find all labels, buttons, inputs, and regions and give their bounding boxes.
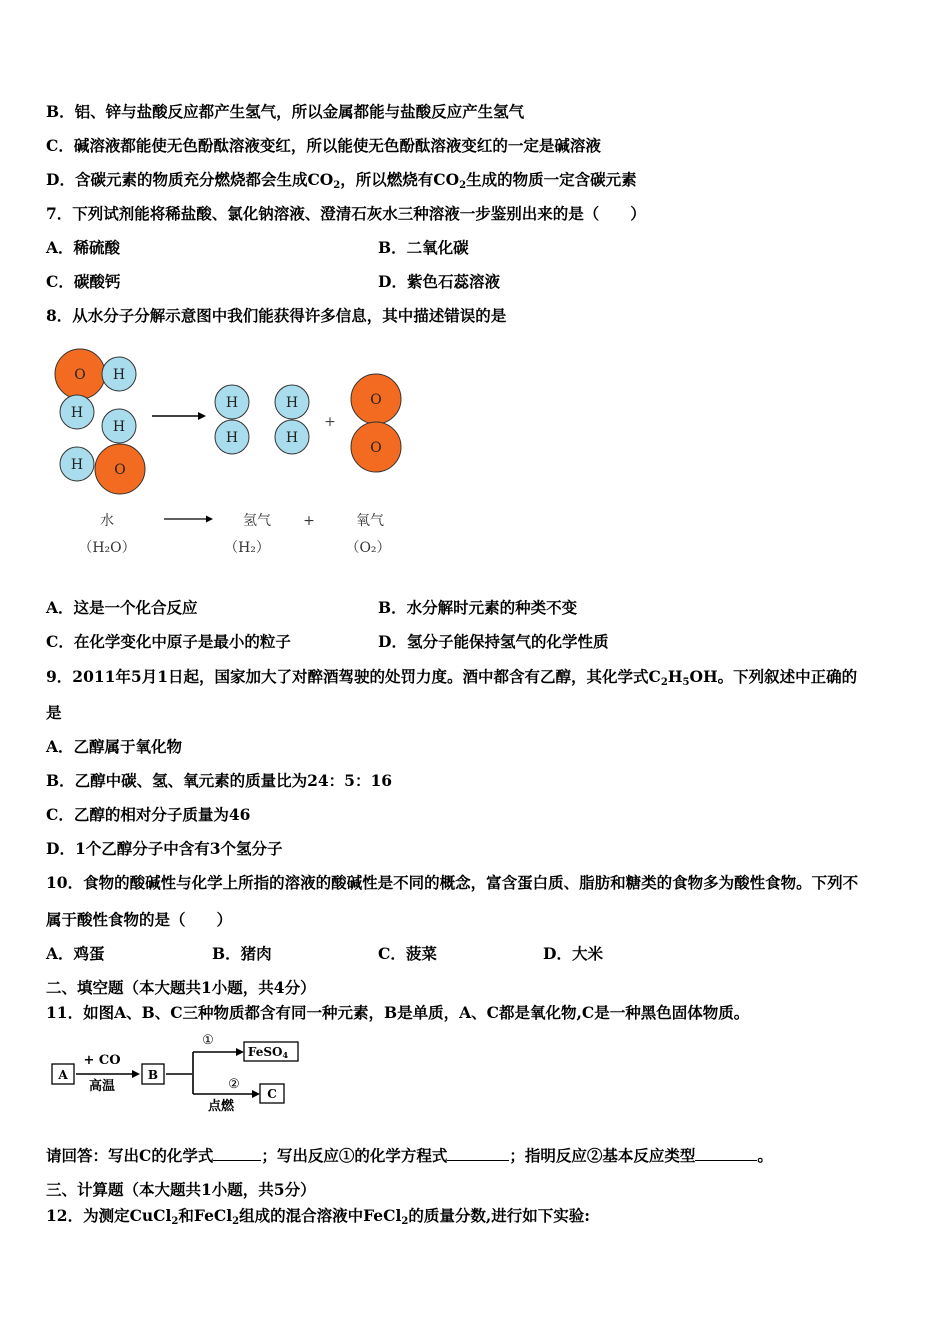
q9-option-c: C．乙醇的相对分子质量为46 [46, 805, 251, 824]
q9-option-b: B．乙醇中碳、氢、氧元素的质量比为24：5：16 [46, 771, 393, 790]
hydrogen-label: 氢气 [243, 513, 271, 529]
atom-label: H [112, 367, 126, 383]
label-ignite: 点燃 [207, 1099, 235, 1114]
q11-answer-1: 请回答：写出C的化学式 [46, 1146, 214, 1165]
plus-sign: + [324, 414, 336, 430]
fecl2-formula: FeCl [193, 1206, 233, 1225]
q9-stem-post: 。下列叙述中正确的 [717, 667, 858, 686]
feso4-text: FeSO [247, 1045, 283, 1059]
q9-option-a: A．乙醇属于氧化物 [46, 737, 183, 756]
formula-sub: 5 [682, 677, 690, 688]
q9-stem [46, 667, 857, 693]
section-2-heading: 二、填空题（本大题共1小题，共4分） [46, 978, 316, 997]
atom-label: H [112, 419, 126, 435]
q6-option-d [46, 170, 637, 196]
atom-label: H [285, 395, 299, 411]
q9-stem-pre: 9．2011年5月1日起，国家加大了对醉酒驾驶的处罚力度。酒中都含有乙醇，其化学式 [46, 667, 649, 686]
label-reaction-1: ① [202, 1033, 214, 1048]
plus-sign: + [303, 513, 315, 529]
q11-answer-2: ；写出反应①的化学方程式 [261, 1146, 448, 1165]
q12-mid2: 组成的混合溶液中 [239, 1206, 364, 1225]
q9-option-d: D．1个乙醇分子中含有3个氢分子 [46, 839, 283, 858]
q7-option-d: D．紫色石蕊溶液 [378, 272, 500, 291]
q8-option-b: B．水分解时元素的种类不变 [378, 598, 578, 617]
hydrogen-formula: （H₂） [224, 540, 270, 556]
cucl2-formula: CuCl [129, 1206, 172, 1225]
answer-blank-c-formula[interactable] [213, 1146, 261, 1161]
q10-option-d: D．大米 [543, 944, 603, 963]
q11-answer-end: 。 [757, 1146, 773, 1165]
q8-option-a: A．这是一个化合反应 [46, 598, 198, 617]
formula-sub: 2 [660, 677, 668, 688]
formula-oh: OH [689, 667, 718, 686]
formula-sub: 2 [401, 1216, 409, 1227]
q10-option-b: B．猪肉 [212, 944, 272, 963]
q6-d-pre: D．含碳元素的物质充分燃烧都会生成 [46, 170, 308, 189]
label-c: C [267, 1087, 277, 1101]
q8-stem: 8．从水分子分解示意图中我们能获得许多信息，其中描述错误的是 [46, 306, 507, 325]
q11-answer-line [46, 1146, 773, 1166]
q12-stem [46, 1206, 590, 1232]
atom-label: O [114, 462, 126, 478]
label-feso4 [248, 1045, 289, 1060]
q9-stem-cont: 是 [46, 703, 62, 722]
feso4-sub: 4 [282, 1050, 289, 1060]
formula-h: H [667, 667, 683, 686]
q6-d-sub: 2 [333, 180, 341, 191]
fecl2-formula: FeCl [363, 1206, 402, 1225]
q8-option-d: D．氢分子能保持氢气的化学性质 [378, 632, 609, 651]
formula-sub: 2 [232, 1216, 240, 1227]
label-co: + CO [83, 1053, 121, 1068]
label-a: A [58, 1068, 68, 1082]
atom-label: H [70, 457, 84, 473]
atom-label: H [225, 430, 239, 446]
q6-d-co2: CO [433, 170, 460, 189]
water-decomposition-diagram [40, 338, 420, 568]
water-molecules [55, 349, 145, 494]
q7-stem: 7．下列试剂能将稀盐酸、氯化钠溶液、澄清石灰水三种溶液一步鉴别出来的是（ ） [46, 204, 646, 223]
q12-post: 的质量分数,进行如下实验: [408, 1206, 590, 1225]
formula-c: C [648, 667, 661, 686]
q6-d-post: 生成的物质一定含碳元素 [466, 170, 637, 189]
atom-label: H [285, 430, 299, 446]
q6-d-mid: ，所以燃烧有 [340, 170, 434, 189]
q6-option-b: B．铝、锌与盐酸反应都产生氢气，所以金属都能与盐酸反应产生氢气 [46, 102, 525, 121]
q10-stem-cont: 属于酸性食物的是（ ） [46, 910, 233, 929]
q7-option-b: B．二氧化碳 [378, 238, 469, 257]
q6-option-c: C．碱溶液都能使无色酚酞溶液变红，所以能使无色酚酞溶液变红的一定是碱溶液 [46, 136, 601, 155]
section-3-heading: 三、计算题（本大题共1小题，共5分） [46, 1180, 316, 1199]
reaction-arrow [152, 412, 206, 420]
oxygen-molecule [351, 374, 401, 472]
label-b: B [147, 1068, 159, 1082]
reaction-flow-diagram [48, 1030, 308, 1118]
q12-mid1: 和 [178, 1206, 194, 1225]
label-arrow [164, 516, 213, 523]
q10-option-c: C．菠菜 [378, 944, 437, 963]
q12-pre: 12．为测定 [46, 1206, 130, 1225]
atom-label: O [74, 367, 86, 383]
atom-label: H [225, 395, 239, 411]
water-label: 水 [100, 513, 114, 529]
oxygen-label: 氧气 [356, 513, 384, 529]
oxygen-formula: （O₂） [345, 540, 391, 556]
label-reaction-2: ② [228, 1077, 240, 1092]
q11-answer-3: ；指明反应②基本反应类型 [509, 1146, 696, 1165]
q7-option-a: A．稀硫酸 [46, 238, 121, 257]
q6-d-co: CO [307, 170, 334, 189]
atom-label: O [370, 440, 382, 456]
q10-option-a: A．鸡蛋 [46, 944, 105, 963]
q11-stem: 11．如图A、B、C三种物质都含有同一种元素，B是单质，A、C都是氧化物,C是一种黑色固体物质。 [46, 1003, 750, 1022]
formula-sub: 2 [171, 1216, 179, 1227]
answer-blank-equation[interactable] [447, 1146, 509, 1161]
q8-option-c: C．在化学变化中原子是最小的粒子 [46, 632, 291, 651]
answer-blank-reaction-type[interactable] [695, 1146, 757, 1161]
atom-label: H [70, 405, 84, 421]
q10-stem: 10．食物的酸碱性与化学上所指的溶液的酸碱性是不同的概念，富含蛋白质、脂肪和糖类的食物多为酸性食物。下列不 [46, 873, 859, 892]
q7-option-c: C．碳酸钙 [46, 272, 121, 291]
water-formula: （H₂O） [78, 540, 136, 556]
q6-d-sub2: 2 [459, 180, 467, 191]
label-high-temp: 高温 [88, 1079, 116, 1094]
atom-label: O [370, 392, 382, 408]
